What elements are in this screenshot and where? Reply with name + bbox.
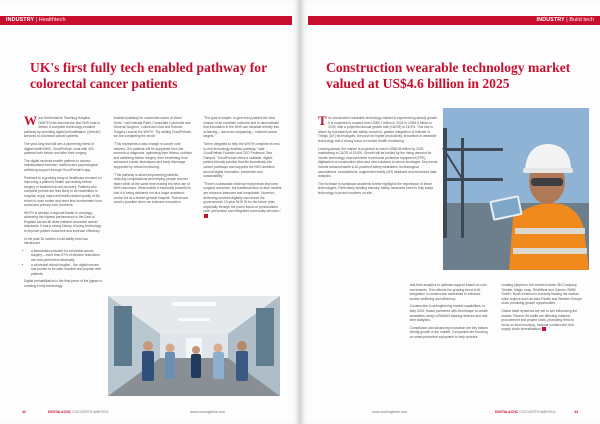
section-label: INDUSTRY [536,17,565,23]
paragraph: Construction is strengthening market capabilities. In May 2024, Kwant partnered with AeroScape to create wearables using LoRaWAN tracking devices and real-time analytics. [409,304,489,323]
section-header-right [308,16,600,25]
paragraph-text: Global trade dynamics are set to see influencing the market. Recent US tariffs are affecting material procurement and project costs, prompting firms to focus on local sourcing, modular construction and supply chain diversification. [501,308,578,332]
article-title-left: UK's first fully tech enabled pathway for colorectal cancer patients [30,60,267,91]
right-page [300,0,600,424]
bullet-list [24,249,103,277]
paragraph: enabled pathway for colorectal cancer at Ward Herts," said Vatsala Patel, Consultant Colorectal and General Surgeon, Colorectal Lead and Robotic Surgery Lead at the WHTH. "By adding GoodPrehab, we are completing the circle." [113,116,192,139]
article-body-right-top [318,113,438,276]
paragraph: "This pathway is about empowering patients, reducing complications and helping people recover faster while at the same time making the best use of NHS resources. What makes it especially powerful is that it is being delivered not at a major academic centre but at a district general hospital. That shows what is possible when we embrace innovation. [113,172,191,205]
section-label: INDUSTRY [6,17,35,23]
paragraph: Digital prehabilitation is the final piece of the jigsaw in creating a fully technology- [24,279,102,288]
article-body-left [24,113,282,288]
paragraph: In the past 18 months a half-ability trust has introduced: [24,236,88,246]
column-1-cont [318,283,399,393]
website-url: www.cxoinsightme.com [372,410,408,414]
magazine-issue: CXO NORTH AMERICA [72,410,109,414]
section-header-left [0,16,292,25]
paragraph: "We're delighted to help the WHTH complete its end-to-end technology-enabled pathway," said GoodPrehab Founder and CEO Professor Tara Rampal. "GoodPrehab offers a scalable, digital, patient-friendly solution that fits seamlessly into cancer pathways and supports the NHS ambition around digital innovation, prevention and sustainability." [203,141,281,179]
section-sub-label: | Healthtech [35,17,66,23]
paragraph: "This represents a step change in cancer care delivery. Our patients will be supported from the moment of diagnosis, optimising their fitness, nutrition and wellbeing before surgery, then benefitting from advanced robotic techniques and early discharge supported by virtual monitoring. [113,141,193,169]
paragraph: The digital services enable patients to access individualised exercise, nutrition and psychological wellbeing support through GoodPrehab's app. [24,158,98,172]
paragraph: Looking ahead, the market is projected to reach US$8.45 billion by 2029, maintaining a CAGR of 15.8%. Growth will be fuelled by the rising demand for robotic technology, improvements in personal protective equipment (PPE), digitisation of construction sites and new solutions to labour shortages. Key trends include advancements in AI-powered safety wearables, technological associations, exoskeletons, augmented reality (AR) headsets and enhanced data analytics. [318,146,438,179]
magazine-brand: DIGITAL&CNC [495,410,519,414]
column-3 [203,116,282,276]
website-url: www.cxoinsightme.com [190,410,226,414]
paragraph: Pertinent to a growing array of healthcare focused on improving a patient's health and activity before surgery or treatment to aid recovery. Patients who complete prehab are less likely to be readmitted to hospital, enjoy improved health-related quality of life, return to work earlier and need less involvement from social and primary care providers. [24,175,102,208]
magazine-brand: DIGITAL&CNC [48,410,72,414]
section-sub-label: | Build tech [566,17,594,23]
hospital-corridor-photo [108,296,280,396]
article-title-right: Construction wearable technology market valued at US$4.6 billion in 2025 [326,60,571,91]
column-2 [410,283,491,393]
end-mark-icon [542,327,546,331]
paragraph [501,309,582,332]
magazine-name [48,410,109,414]
magazine-issue: CXO NORTH AMERICA [519,410,556,414]
article-body-right-bottom [318,283,582,393]
page-number: 42 [22,410,26,414]
paragraph: Leading players in the market include 3M Company, Trimble, Magic Leap, RealWear and Garmin. BWM GmbH. North America is currently leading the market, while regions such as Asia-Pacific and Western Europe show promising growth opportunities. [501,283,582,306]
construction-worker-photo [443,108,589,270]
column-1 [318,113,438,276]
paragraph: The construction wearable technology market is experiencing steady growth. It is expected to expand from US$4.7 billion in 2024 to US$4.6 billion in 2025, with a projected annual growth rate (CAGR) of 16.9%. This rise is driven by increased job site safety concerns, greater integration of Internet of Things (IoT) technologies, the push for higher productivity, innovation in wearable technology and a strong focus on worker health monitoring. [318,113,438,143]
paragraph: West Hertfordshire Teaching Hospital (WHTH) has become the first NHS trust to deliver a complete technology-enabled pathway by providing digital prehabilitation ('prehab') services to colorectal cancer patients. [24,113,101,139]
end-mark-icon [204,214,208,218]
paragraph: The increase in workplace accidents further highlights the importance of these technologies. Particularly building industry, safety measures need to fully adopt technology to protect workers on site. [318,181,434,195]
paragraph: real-time analytics to optimise support based on user movements. This reflects the growing trend of AI integration in construction wearables to enhance worker wellbeing and efficiency. [409,283,487,301]
paragraph: The year-long trial will see a pioneering blend of digital health BWC, GoodPrehab, work with 300 patients both before and after their surgery. [24,141,95,156]
column-3 [501,283,582,393]
magazine-name [495,410,556,414]
paragraph: "The goal is simple: to give every patient the best chance of an excellent outcome and to demonstrate that innovation in the NHS can translate directly into achieving – and even surpassing – national cancer targets." [203,116,280,139]
paragraph: Compliance and advancing innovation are key factors driving growth in the market. Companies are focusing on smart protective equipment to help workers. [409,325,488,339]
paragraph: WHTH is already a regional leader in oncology, achieving the highest performance in the East of England across all three national colorectal cancer standards. It has a strong history of using technology to improve patient outcomes and increase efficiency. [24,210,102,234]
column-1 [24,113,103,288]
page-number: 43 [574,410,578,414]
paragraph-text: "There's substantial evidence that prehab improves surgical outcomes, but traditional face-to-face models are resource-intensive and inequitable. However, delivering services digitally can unlock the government's 10-year NHS 'fit for the future' plan, especially through the plan's focus on personalised care, prevention and integrated community services." [203,181,282,214]
paragraph [203,182,282,219]
list-item: • a telerobotics practice for colorectal cancer surgery – more than 97% of elective resections are now performed robotically [31,249,103,263]
column-2 [114,116,193,276]
list-item: • a colorectal virtual hospital – the digital service has proven to be safe, feasible and popular with patients. [31,263,103,277]
